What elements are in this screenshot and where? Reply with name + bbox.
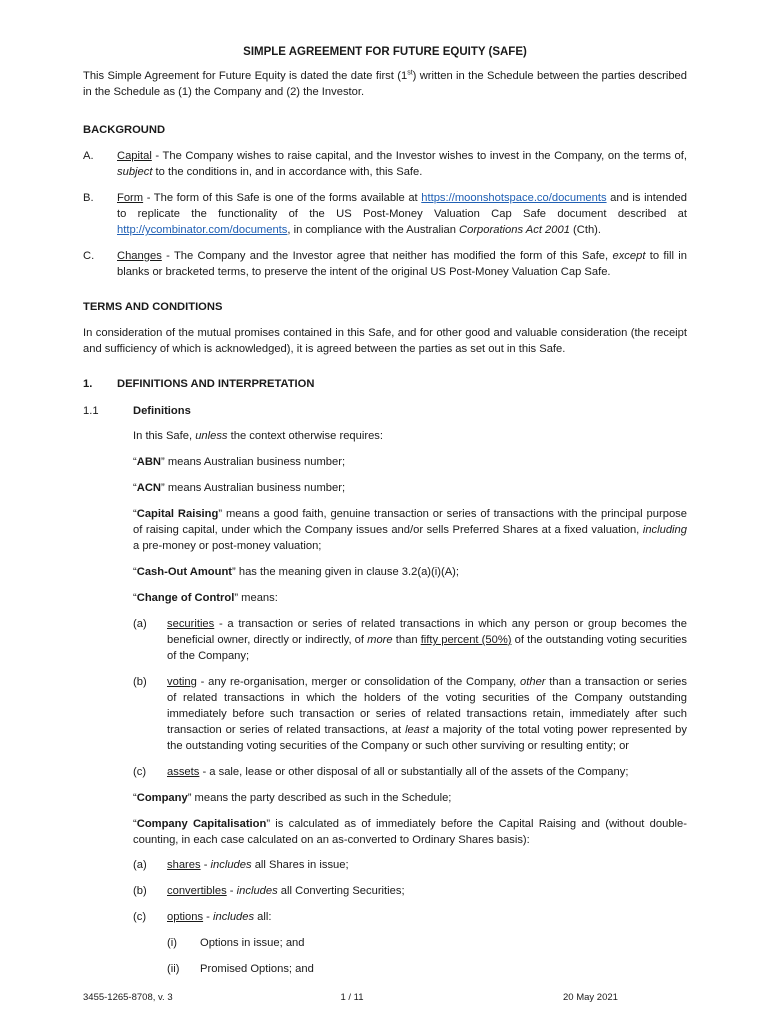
cc-b-text: all Converting Securities;: [277, 885, 405, 897]
capital-raising-term: Capital Raising: [136, 508, 219, 520]
coc-a-text-3: of the outstanding voting securities of the Company;: [167, 634, 687, 662]
coc-c-text: - a sale, lease or other disposal of all or substantially all of the assets of the Company;: [199, 766, 629, 778]
recital-a-text: - The Company wishes to raise capital, and the Investor wishes to invest in the Company, on the terms of,: [151, 150, 687, 162]
abn-term: ABN: [136, 456, 161, 468]
recital-c-text-b: to fill in blanks or bracketed terms, to preserve the intent of the original US Post-Money Valuation Cap Safe.: [117, 250, 687, 278]
recital-c-em: except: [612, 250, 646, 262]
cc-a-em: includes: [210, 859, 252, 871]
definition-abn: [133, 454, 687, 470]
cash-out-term: Cash-Out Amount: [136, 566, 233, 578]
recital-b-text-c: , in compliance with the Australian: [287, 224, 460, 236]
quote-open: “: [133, 482, 137, 494]
company-capitalisation-term: Company Capitalisation: [136, 818, 267, 830]
quote-open: “: [133, 456, 137, 468]
coc-b-text-2: than a transaction or series of related transactions in which the holders of the voting securities of the Company outstanding immediately before such transaction or series of related transactions retain, immediately after such transaction or series of related transactions, at: [167, 676, 687, 736]
recital-b: [117, 190, 687, 238]
quote-open: “: [133, 508, 137, 520]
definition-capital-raising: [133, 506, 687, 554]
recital-a-text-b: to the conditions in, and in accordance with, this Safe.: [152, 166, 423, 178]
abn-text: ” means Australian business number;: [160, 456, 346, 468]
coc-b-text: - any re-organisation, merger or consolidation of the Company,: [196, 676, 521, 688]
dash: -: [200, 859, 211, 871]
intro-sup: st: [407, 69, 413, 77]
definitions-intro: [133, 428, 687, 444]
cc-a-text: all Shares in issue;: [251, 859, 349, 871]
defs-intro-em: unless: [195, 430, 228, 442]
cc-b-term: convertibles: [167, 885, 227, 897]
section-1-1-heading: Definitions: [133, 405, 191, 417]
coc-b-term: voting: [167, 676, 197, 688]
coc-b: [167, 674, 687, 754]
definition-acn: [133, 480, 687, 496]
definition-company-capitalisation: [133, 816, 687, 848]
terms-heading: TERMS AND CONDITIONS: [83, 301, 223, 313]
intro-text-b: ) written in the Schedule between the parties described in the Schedule as (1) the Company and (2) the Investor.: [83, 70, 687, 98]
recital-a-label: A.: [83, 150, 94, 162]
cc-c: [167, 909, 687, 925]
quote-open: “: [133, 792, 137, 804]
ycombinator-link[interactable]: http://ycombinator.com/documents: [117, 224, 288, 236]
cc-b-em: includes: [236, 885, 278, 897]
cc-c-term: options: [167, 911, 204, 923]
recital-b-text-d: (Cth).: [569, 224, 602, 236]
cash-out-text: ” has the meaning given in clause 3.2(a)(i)(A);: [232, 566, 459, 578]
cc-c-i-label: (i): [167, 937, 177, 949]
cc-c-em: includes: [213, 911, 255, 923]
quote-open: “: [133, 818, 137, 830]
recital-b-text-b: and is intended to replicate the functionality of the US Post-Money Valuation Cap Safe document described at: [117, 192, 687, 220]
company-text: ” means the party described as such in the Schedule;: [187, 792, 452, 804]
cc-b-label: (b): [133, 885, 147, 897]
recital-c: [117, 248, 687, 280]
defs-intro-a: In this Safe,: [133, 430, 196, 442]
document-title: SIMPLE AGREEMENT FOR FUTURE EQUITY (SAFE): [243, 46, 527, 58]
coc-a-label: (a): [133, 618, 147, 630]
footer-page-number: 1 / 11: [340, 992, 364, 1003]
recital-c-term: Changes: [117, 250, 162, 262]
cc-b: [167, 883, 687, 899]
recital-b-term: Form: [117, 192, 144, 204]
quote-open: “: [133, 592, 137, 604]
cc-c-ii: Promised Options; and: [200, 963, 314, 975]
recital-a: [117, 148, 687, 180]
cc-a-term: shares: [167, 859, 201, 871]
definition-cash-out-amount: [133, 564, 687, 580]
coc-b-em2: least: [405, 724, 429, 736]
dash: -: [226, 885, 237, 897]
change-of-control-term: Change of Control: [136, 592, 235, 604]
coc-a-term: securities: [167, 618, 215, 630]
footer-date: 20 May 2021: [563, 992, 618, 1003]
cc-c-text: all:: [254, 911, 272, 923]
coc-a-text: - a transaction or series of related transactions in which any person or group becomes the beneficial owner, directly or indirectly, of: [167, 618, 687, 646]
intro-text-a: This Simple Agreement for Future Equity is dated the date first (1: [83, 70, 408, 82]
coc-c-label: (c): [133, 766, 147, 778]
cc-a-label: (a): [133, 859, 147, 871]
background-heading: BACKGROUND: [83, 124, 166, 136]
moonshotspace-link[interactable]: https://moonshotspace.co/documents: [421, 192, 607, 204]
coc-b-text-3: a majority of the total voting power represented by the outstanding voting securities of the Company or such other surviving or resulting entity; or: [167, 724, 687, 752]
coc-c-term: assets: [167, 766, 200, 778]
recital-a-term: Capital: [117, 150, 152, 162]
definition-company: [133, 790, 687, 806]
recital-b-label: B.: [83, 192, 94, 204]
coc-a-text-2: than: [392, 634, 421, 646]
dash: -: [203, 911, 214, 923]
company-term: Company: [136, 792, 188, 804]
acn-text: ” means Australian business number;: [160, 482, 346, 494]
coc-b-label: (b): [133, 676, 147, 688]
coc-a-em: more: [367, 634, 393, 646]
coc-a: [167, 616, 687, 664]
recital-a-em: subject: [117, 166, 153, 178]
cc-c-i: Options in issue; and: [200, 937, 305, 949]
recital-b-em: Corporations Act 2001: [459, 224, 570, 236]
coc-b-em: other: [520, 676, 546, 688]
defs-intro-b: the context otherwise requires:: [227, 430, 383, 442]
coc-a-underline: fifty percent (50%): [420, 634, 512, 646]
recital-c-text: - The Company and the Investor agree that neither has modified the form of this Safe,: [161, 250, 613, 262]
definition-change-of-control: [133, 590, 687, 606]
recital-b-text: - The form of this Safe is one of the forms available at: [143, 192, 422, 204]
recital-c-label: C.: [83, 250, 95, 262]
change-of-control-text: ” means:: [234, 592, 278, 604]
section-1-heading: DEFINITIONS AND INTERPRETATION: [117, 378, 315, 390]
section-1-number: 1.: [83, 378, 93, 390]
acn-term: ACN: [136, 482, 161, 494]
terms-paragraph: In consideration of the mutual promises contained in this Safe, and for other good and valuable consideration (the receipt and sufficiency of which is acknowledged), it is agreed between the parties as set out in this Safe.: [83, 327, 687, 355]
footer-doc-id: 3455-1265-8708, v. 3: [83, 992, 173, 1003]
capital-raising-em: including: [642, 524, 687, 536]
section-1-1-number: 1.1: [83, 405, 99, 417]
company-capitalisation-text: ” is calculated as of immediately before the Capital Raising and (without double-counting, in each case calculated on an as-converted to Ordinary Shares basis):: [133, 818, 687, 846]
cc-a: [167, 857, 687, 873]
capital-raising-text: ” means a good faith, genuine transaction or series of transactions with the principal purpose of raising capital, under which the Company issues and/or sells Preferred Shares at a fixed valuation,: [133, 508, 687, 536]
coc-c: [167, 764, 687, 780]
cc-c-ii-label: (ii): [167, 963, 180, 975]
capital-raising-text-b: a pre-money or post-money valuation;: [133, 540, 322, 552]
cc-c-label: (c): [133, 911, 147, 923]
quote-open: “: [133, 566, 137, 578]
intro-paragraph: [83, 68, 687, 100]
